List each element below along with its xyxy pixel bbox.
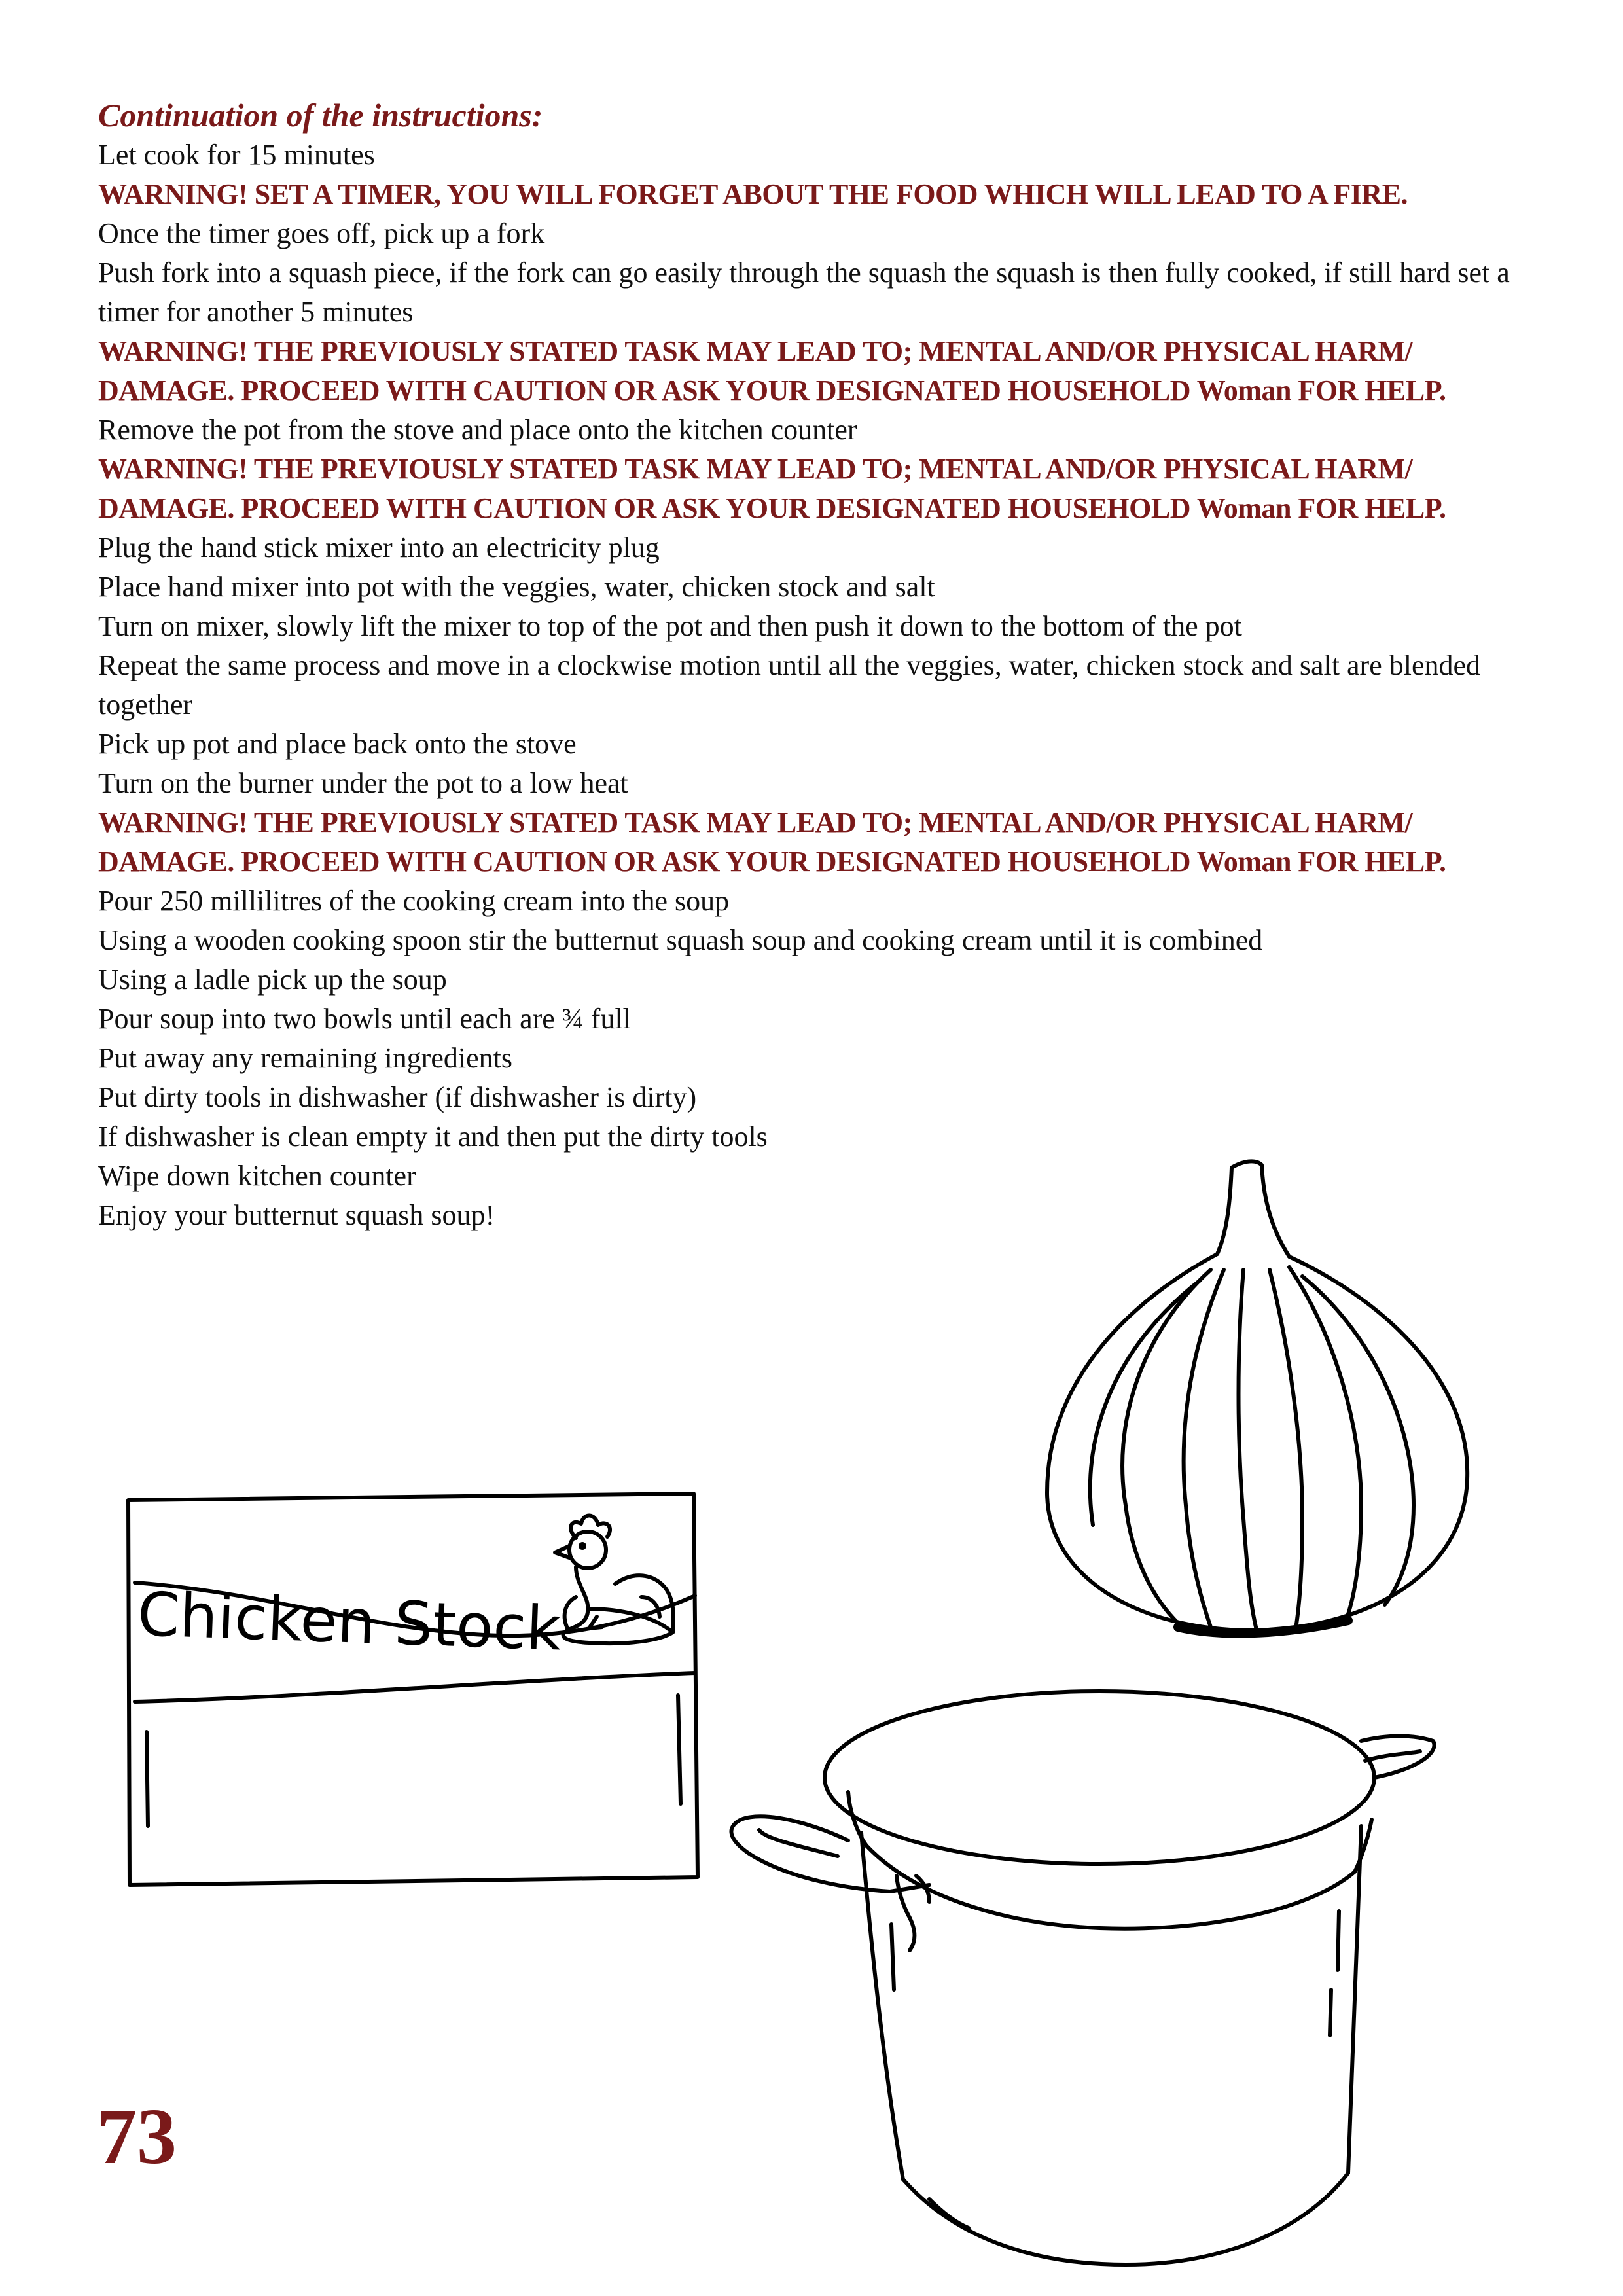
instruction-line: Turn on the burner under the pot to a low heat: [98, 767, 628, 799]
instruction-line: Using a ladle pick up the soup: [98, 963, 447, 996]
page-number: 73: [97, 2092, 177, 2181]
instruction-line: Push fork into a squash piece, if the fork can go easily through the squash the squash is then fully cooked, if still hard set a timer for another 5 minutes: [98, 257, 1510, 328]
instruction-line: Pick up pot and place back onto the stove: [98, 728, 577, 760]
instruction-line: Using a wooden cooking spoon stir the butternut squash soup and cooking cream until it is combined: [98, 924, 1263, 956]
instruction-line: Repeat the same process and move in a clockwise motion until all the veggies, water, chicken stock and salt are blended together: [98, 649, 1480, 721]
section-heading: Continuation of the instructions:: [98, 97, 543, 134]
onion-illustration: [1047, 1161, 1467, 1633]
chicken-stock-carton-illustration: [128, 1494, 698, 1885]
instruction-line: Pour soup into two bowls until each are ¾ full: [98, 1003, 631, 1035]
instruction-line: Enjoy your butternut squash soup!: [98, 1199, 495, 1231]
instruction-line: Put away any remaining ingredients: [98, 1042, 512, 1074]
instruction-line: Let cook for 15 minutes: [98, 139, 375, 171]
instruction-line: Remove the pot from the stove and place onto the kitchen counter: [98, 414, 857, 446]
instruction-line: Wipe down kitchen counter: [98, 1160, 416, 1192]
warning-line: WARNING! SET A TIMER, YOU WILL FORGET ABOUT THE FOOD WHICH WILL LEAD TO A FIRE.: [98, 178, 1408, 210]
warning-line: WARNING! THE PREVIOUSLY STATED TASK MAY LEAD TO; MENTAL AND/OR PHYSICAL HARM/ DAMAGE. PROCEED WITH CAUTION OR ASK YOUR DESIGNATED HOUSEHOLD Woman FOR HELP.: [98, 806, 1446, 878]
instruction-line: Turn on mixer, slowly lift the mixer to top of the pot and then push it down to the bottom of the pot: [98, 610, 1242, 642]
warning-line: WARNING! THE PREVIOUSLY STATED TASK MAY LEAD TO; MENTAL AND/OR PHYSICAL HARM/ DAMAGE. PROCEED WITH CAUTION OR ASK YOUR DESIGNATED HOUSEHOLD Woman FOR HELP.: [98, 335, 1446, 406]
instruction-line: Place hand mixer into pot with the veggies, water, chicken stock and salt: [98, 571, 935, 603]
pot-illustration: [731, 1691, 1434, 2265]
chicken-stock-label: Chicken Stock: [136, 1579, 563, 1664]
instruction-line: Plug the hand stick mixer into an electricity plug: [98, 531, 660, 564]
instruction-line: Put dirty tools in dishwasher (if dishwasher is dirty): [98, 1081, 697, 1113]
instruction-line: If dishwasher is clean empty it and then put the dirty tools: [98, 1121, 768, 1153]
instruction-line: Once the timer goes off, pick up a fork: [98, 217, 545, 249]
instruction-line: Pour 250 millilitres of the cooking cream into the soup: [98, 885, 730, 917]
warning-line: WARNING! THE PREVIOUSLY STATED TASK MAY LEAD TO; MENTAL AND/OR PHYSICAL HARM/ DAMAGE. PROCEED WITH CAUTION OR ASK YOUR DESIGNATED HOUSEHOLD Woman FOR HELP.: [98, 453, 1446, 524]
